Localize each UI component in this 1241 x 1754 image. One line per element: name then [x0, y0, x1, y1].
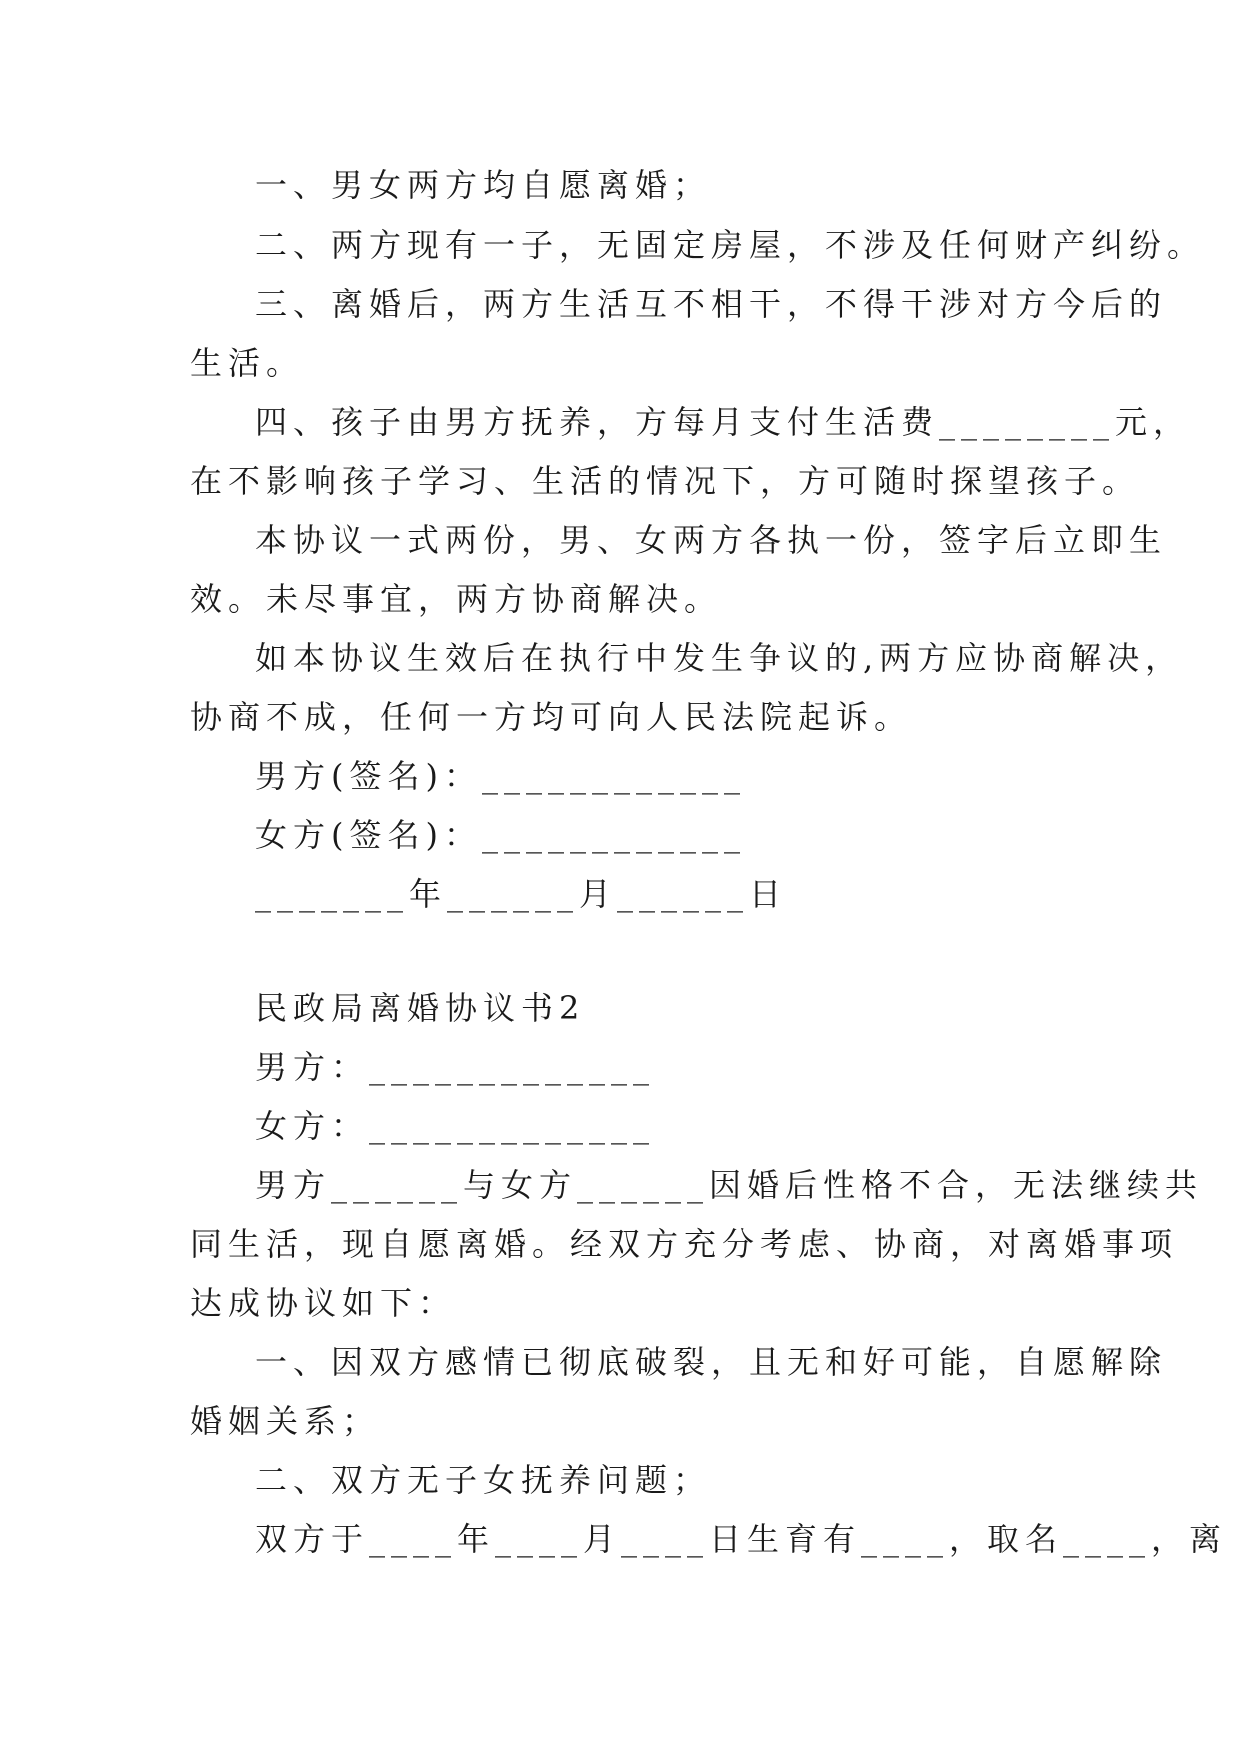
section-title: 民政局离婚协议书2	[255, 989, 586, 1027]
paragraph-line: 在不影响孩子学习、生活的情况下，方可随时探望孩子。	[190, 462, 1141, 500]
paragraph-line: 本协议一式两份，男、女两方各执一份，签字后立即生	[255, 521, 1168, 559]
party-line-female: 女方：_____________	[255, 1107, 656, 1145]
paragraph-line: 男方______与女方______因婚后性格不合，无法继续共	[255, 1166, 1204, 1204]
paragraph-line: 如本协议生效后在执行中发生争议的,两方应协商解决，	[255, 639, 1184, 677]
paragraph-line: 二、双方无子女抚养问题；	[255, 1461, 712, 1499]
signature-line-male: 男方(签名)：____________	[255, 757, 746, 795]
paragraph-line: 四、孩子由男方抚养，方每月支付生活费________元，	[255, 403, 1192, 441]
date-line: _______年______月______日	[255, 875, 788, 913]
paragraph-line: 二、两方现有一子，无固定房屋，不涉及任何财产纠纷。	[255, 226, 1206, 264]
signature-line-female: 女方(签名)：____________	[255, 816, 746, 854]
party-line-male: 男方：_____________	[255, 1048, 656, 1086]
paragraph-line: 达成协议如下：	[190, 1284, 457, 1322]
paragraph-line: 三、离婚后，两方生活互不相干，不得干涉对方今后的	[255, 285, 1168, 323]
paragraph-line: 同生活，现自愿离婚。经双方充分考虑、协商，对离婚事项	[190, 1225, 1179, 1263]
paragraph-line: 一、男女两方均自愿离婚；	[255, 166, 712, 204]
paragraph-line: 一、因双方感情已彻底破裂，且无和好可能，自愿解除	[255, 1343, 1168, 1381]
paragraph-line: 效。未尽事宜，两方协商解决。	[190, 580, 723, 618]
paragraph-line: 婚姻关系；	[190, 1402, 381, 1440]
paragraph-line: 生活。	[190, 344, 305, 382]
paragraph-line: 协商不成，任何一方均可向人民法院起诉。	[190, 698, 913, 736]
paragraph-line: 双方于____年____月____日生育有____，取名____，离	[255, 1520, 1228, 1558]
